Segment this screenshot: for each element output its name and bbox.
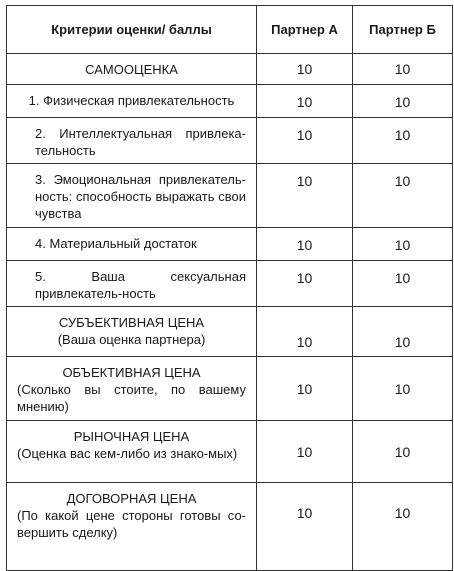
partner-a-score: 10 xyxy=(257,164,353,228)
partner-a-score: 10 xyxy=(257,307,353,357)
row-cell xyxy=(7,357,257,421)
partner-b-score: 10 xyxy=(353,54,453,85)
partner-a-score: 10 xyxy=(257,483,353,571)
section-title: РЫНОЧНАЯ ЦЕНА xyxy=(73,429,190,444)
partner-a-score: 10 xyxy=(257,421,353,483)
section-subtitle: (Оценка вас кем-либо из знако-мых) xyxy=(17,446,238,461)
partner-a-score: 10 xyxy=(257,228,353,261)
row-title: 3. Эмоциональная привлекатель-ность: способность выражать свои чувства xyxy=(7,164,257,228)
partner-a-score: 10 xyxy=(257,54,353,85)
partner-b-score: 10 xyxy=(353,118,453,164)
partner-b-score: 10 xyxy=(353,164,453,228)
table-row xyxy=(7,483,453,571)
partner-b-score: 10 xyxy=(353,307,453,357)
header-partner-a: Партнер А xyxy=(257,6,353,54)
partner-b-score: 10 xyxy=(353,357,453,421)
table-row xyxy=(7,118,453,164)
table-row xyxy=(7,307,453,357)
row-cell xyxy=(7,483,257,571)
section-title: ДОГОВОРНАЯ ЦЕНА xyxy=(66,491,197,506)
table-row xyxy=(7,164,453,228)
partner-a-score: 10 xyxy=(257,118,353,164)
partner-a-score: 10 xyxy=(257,85,353,118)
evaluation-table xyxy=(6,5,453,571)
section-subtitle: (Сколько вы стоите, по вашему мнению) xyxy=(17,382,246,414)
row-title: 1. Физическая привлекательность xyxy=(7,85,257,118)
table-row xyxy=(7,261,453,307)
header-criteria: Критерии оценки/ баллы xyxy=(7,6,257,54)
row-title: САМООЦЕНКА xyxy=(7,54,257,85)
partner-b-score: 10 xyxy=(353,261,453,307)
table-row xyxy=(7,357,453,421)
section-subtitle: (Ваша оценка партнера) xyxy=(57,332,206,347)
table-row xyxy=(7,54,453,85)
row-cell xyxy=(7,307,257,357)
partner-b-score: 10 xyxy=(353,421,453,483)
table-row xyxy=(7,421,453,483)
row-title: 5. Ваша сексуальная привлекатель-ность xyxy=(7,261,257,307)
table-row xyxy=(7,85,453,118)
row-title: 4. Материальный достаток xyxy=(7,228,257,261)
section-title: СУБЪЕКТИВНАЯ ЦЕНА xyxy=(58,315,205,330)
partner-a-score: 10 xyxy=(257,261,353,307)
partner-b-score: 10 xyxy=(353,483,453,571)
table-row xyxy=(7,228,453,261)
section-title: ОБЪЕКТИВНАЯ ЦЕНА xyxy=(62,365,201,380)
row-title: 2. Интеллектуальная привлека-тельность xyxy=(7,118,257,164)
header-partner-b: Партнер Б xyxy=(353,6,453,54)
partner-b-score: 10 xyxy=(353,85,453,118)
row-cell xyxy=(7,421,257,483)
partner-a-score: 10 xyxy=(257,357,353,421)
partner-b-score: 10 xyxy=(353,228,453,261)
table-header-row xyxy=(7,6,453,54)
section-subtitle: (По какой цене стороны готовы со-вершить сделку) xyxy=(17,508,246,540)
